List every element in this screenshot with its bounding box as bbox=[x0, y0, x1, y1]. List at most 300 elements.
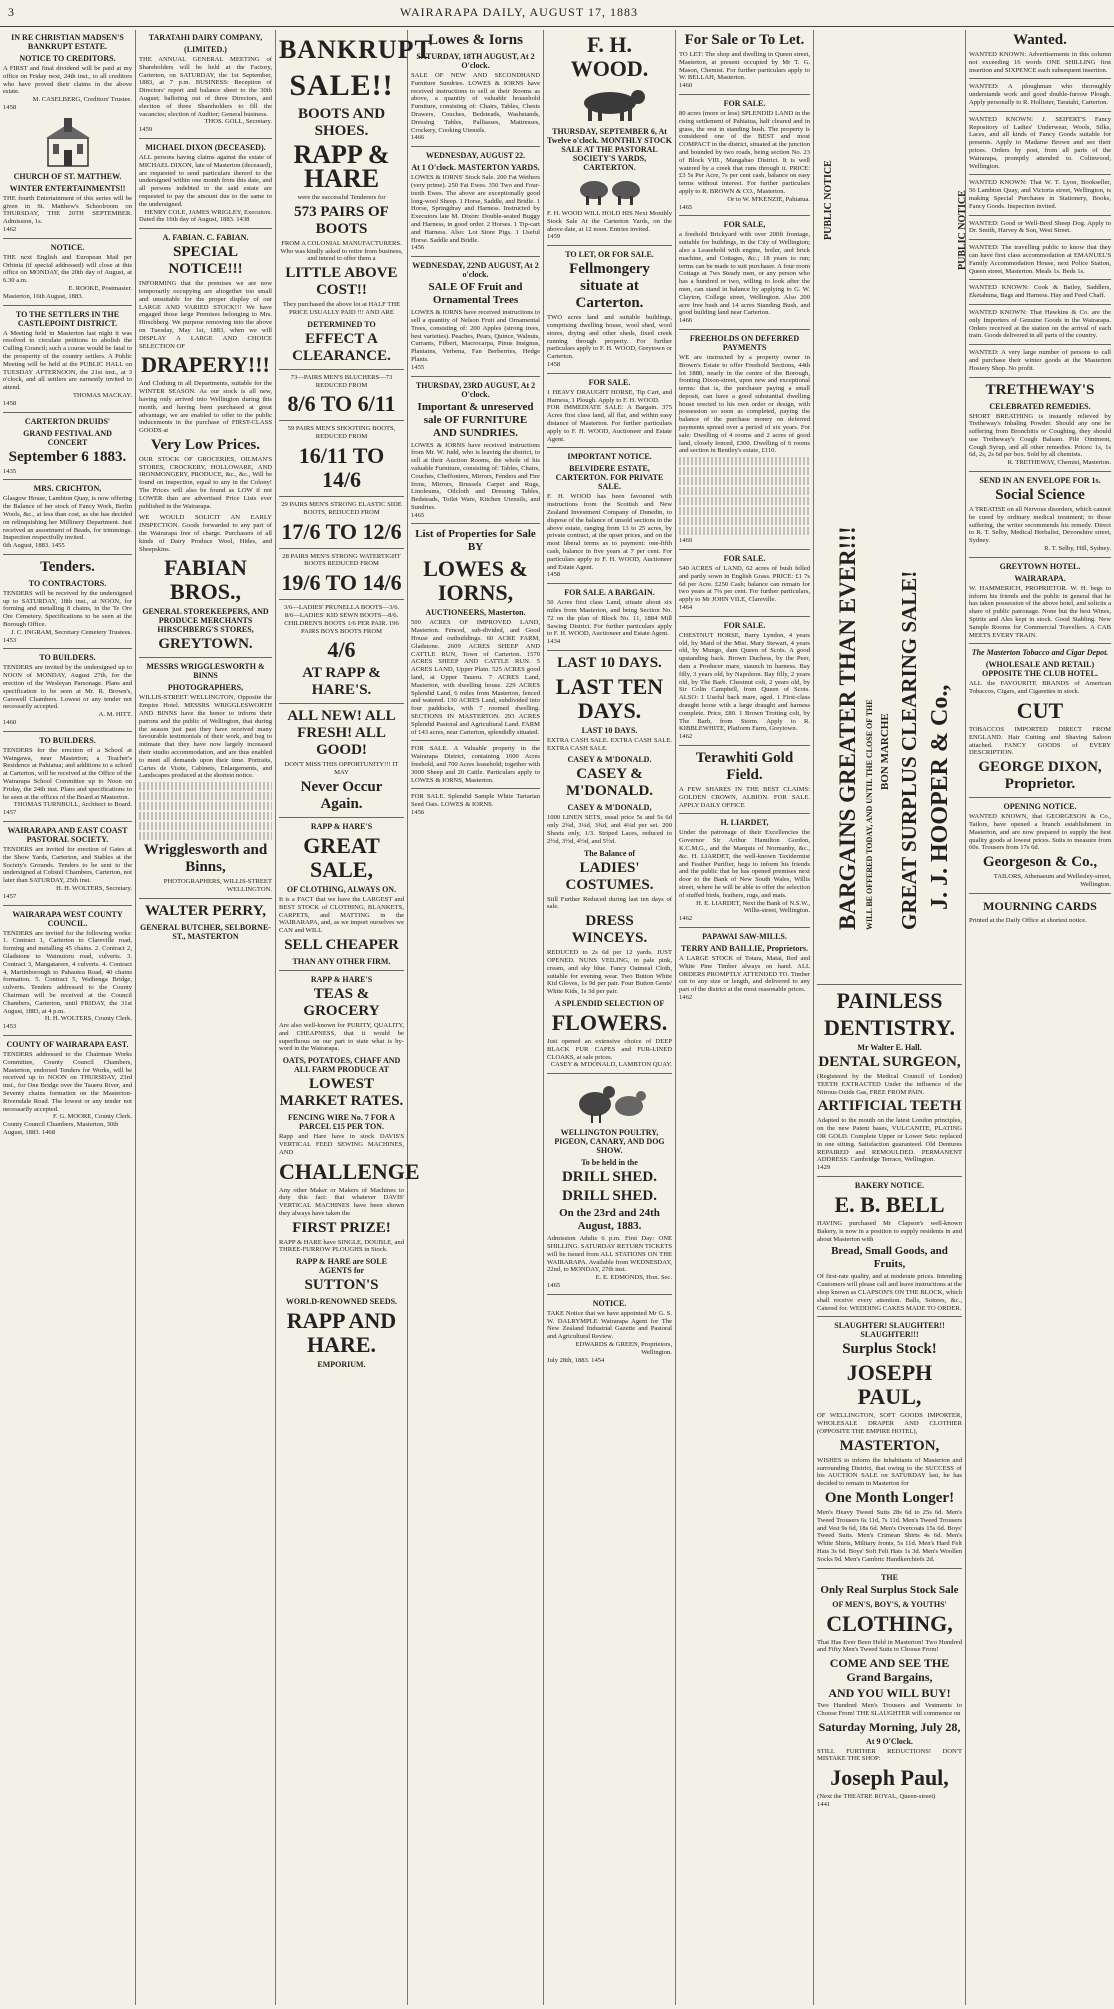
ad-heading: FOR SALE. A BARGAIN. bbox=[564, 588, 655, 598]
ad-body: EXTRA CASH SALE. EXTRA CASH SALE. EXTRA CASH SALE. bbox=[547, 736, 672, 752]
ad-body: RAPP & HARE have SINGLE, DOUBLE, and THREE-FURROW PLOUGHS in Stock. bbox=[279, 1238, 404, 1254]
ad-body: OUR STOCK OF GROCERIES, OILMAN'S STORES, CROCKERY, HOLLOWARE, AND IRONMONGERY, PRODUCE, &c., &c., Will be found on inspection, equal to any in the Colony! The Prices will also be found as LOW if not LOWER than are advertised Price Lists ever published in the Wairarapa. bbox=[139, 455, 272, 510]
ad-heading: NOTICE. bbox=[592, 1298, 627, 1308]
ad-number: County Council Chambers, Masterton, 30th August, 1883. 1468 bbox=[3, 1121, 119, 1136]
poultry-illustration bbox=[565, 1078, 655, 1124]
ad-subheading: Mr Walter E. Hall. bbox=[857, 1043, 922, 1052]
ad-subheading: (WHOLESALE AND RETAIL) OPPOSITE THE CLUB HOTEL. bbox=[982, 660, 1098, 679]
ad-headline: LITTLE ABOVE COST!! bbox=[285, 265, 398, 299]
ad-body: A LARGE STOCK of Totara, Matai, Red and White Pine Timber always on hand. ALL ORDERS PROMPTLY ATTENDED TO. Timber cut to any size or length, and delivered to any part of the district at the most reasonable prices. bbox=[679, 954, 810, 994]
ad-number: 1462 bbox=[679, 733, 693, 741]
ad-heading: H. LIARDET, bbox=[720, 818, 769, 828]
ad-number: 1459 bbox=[139, 126, 153, 134]
ad-headline: LAST 10 DAYS. bbox=[557, 654, 662, 671]
ad-number: 1462 bbox=[3, 225, 17, 233]
ad-heading: FREEHOLDS ON DEFERRED PAYMENTS bbox=[689, 333, 800, 352]
ad-headline: DRESS WINCEYS. bbox=[571, 913, 648, 947]
ad-body: TENDERS addressed to the Chairman Works Committee, County Council Chambers, Masterton, endorsed Tenders for Works, will be received up to NOON on THURSDAY, 23rd inst., for One Bridge over the Taueru River, and Seventy chains formation on the Masterton-Riversdale Road. The lowest or any tender not necessarily accepted. bbox=[3, 1050, 132, 1113]
ad-heading: FOR SALE. bbox=[723, 98, 766, 108]
sheep-illustration bbox=[570, 176, 650, 206]
ad-text: Who was kindly asked to retire from business, and intend to offer them a bbox=[280, 247, 403, 263]
ad-body: Adapted to the mouth on the latest London principles, on the new Patent bases, VULCANITE, PLATING OR GOLD. Complete Upper or Lower Sets: replaced in one sitting. Satisfaction guaranteed. Old Dentures REPAIRED and REMOULDED. PERMANENT ADDRESS: Cambridge Terrace, Wellington. bbox=[817, 1117, 962, 1164]
ad-heading: FOR SALE, bbox=[723, 220, 766, 230]
column-1 bbox=[0, 30, 136, 2005]
ad-number: 1458 bbox=[547, 360, 561, 368]
ad-heading: A. FABIAN. C. FABIAN. bbox=[162, 233, 249, 243]
ad-body: It is a FACT that we have the LARGEST and BEST STOCK of CLOTHING, BLANKETS, CARPETS, and MATTING in the WAIRARAPA, and, as we import ourselves we CAN and WILL bbox=[279, 895, 404, 935]
ad-text: WORLD-RENOWNED SEEDS. bbox=[285, 1297, 398, 1307]
ad-heading: MRS. CRICHTON, bbox=[33, 484, 102, 494]
ad-headline: TRETHEWAY'S bbox=[985, 381, 1095, 398]
ad-headline: On the 23rd and 24th August, 1883. bbox=[559, 1207, 660, 1233]
ad-signature: HENRY COLE, JAMES WRIGLEY, Executors. bbox=[144, 208, 272, 216]
ad-headline: DRILL SHED. bbox=[561, 1169, 658, 1186]
vertical-bon-marche-notice bbox=[817, 30, 968, 980]
ad-headline: AND YOU WILL BUY! bbox=[828, 1686, 951, 1701]
vertical-text: PUBLIC NOTICE bbox=[957, 190, 968, 270]
ad-heading: MICHAEL DIXON (DECEASED). bbox=[145, 142, 266, 152]
ad-subheading: WINTER ENTERTAINMENTS!! bbox=[9, 183, 126, 193]
ad-headline: DRILL SHED. bbox=[561, 1188, 658, 1205]
ad-heading: The Masterton Tobacco and Cigar Depot. bbox=[971, 648, 1109, 658]
ad-heading: PAPAWAI SAW-MILLS. bbox=[702, 931, 787, 941]
ad-signature: (Next the THEATRE ROYAL, Queen-street) bbox=[817, 1793, 936, 1801]
ad-heading: WAIRARAPA WEST COUNTY COUNCIL. bbox=[12, 909, 123, 928]
ad-headline: Fellmongery situate at Carterton. bbox=[569, 261, 650, 312]
ad-signature: F. G. MOORE, County Clerk. bbox=[53, 1113, 132, 1121]
ad-number: 1464 bbox=[679, 604, 693, 612]
ad-signature: H. H. WOLTERS, County Clerk. bbox=[44, 1015, 132, 1023]
vertical-text: WILL BE OFFERED TODAY, AND UNTIL THE CLOSE OF THE bbox=[865, 699, 874, 930]
lot-price: 16/11 TO 14/6 bbox=[298, 442, 385, 492]
ad-body: FOR SALE. Splendid Sample White Tartarian Seed Oats. LOWES & IORNS. bbox=[411, 793, 540, 809]
ad-subheading: WAIRARAPA. bbox=[1014, 573, 1066, 583]
lot-description: 73—PAIRS MEN'S BLUCHERS—73 REDUCED FROM bbox=[290, 373, 393, 389]
ad-heading: TARATAHI DAIRY COMPANY, bbox=[148, 33, 263, 42]
ad-heading: FOR SALE. bbox=[588, 377, 631, 387]
ad-headline: Lowes & Iorns bbox=[427, 32, 523, 48]
ad-number: July 28th, 1883. 1454 bbox=[547, 1356, 605, 1364]
ad-number: 1460 bbox=[3, 719, 17, 727]
ad-subheading: GENERAL BUTCHER, SELBORNE-ST., MASTERTON bbox=[140, 922, 271, 941]
masthead-title: WAIRARAPA DAILY, AUGUST 17, 1883 bbox=[400, 5, 638, 19]
wanted-item: WANTED: Good or Well-Bred Sheep Dog. Apply to Dr. Smith, Harvey & Son, West Street. bbox=[969, 219, 1111, 235]
lot-description: 3/6—LADIES' PRUNELLA BOOTS—3/6. 8/6—LADIES' KID SEWN BOOTS—8/6. CHILDREN'S BOOTS 1/6 PER PAIR. 196 PAIRS BOYS BOOTS FROM bbox=[283, 604, 400, 635]
ad-heading: FOR SALE. bbox=[723, 620, 766, 630]
ad-text: They purchased the above lot at HALF THE PRICE USUALLY PAID !!! AND ARE bbox=[282, 301, 401, 316]
ad-headline: Important & unreserved sale OF FURNITURE AND SUNDRIES. bbox=[417, 400, 534, 439]
ad-heading: WELLINGTON POULTRY, PIGEON, CANARY, AND DOG SHOW. bbox=[554, 1128, 665, 1156]
ad-number: 1465 bbox=[411, 511, 425, 519]
ad-heading: BAKERY NOTICE. bbox=[854, 1180, 925, 1190]
ad-headline: CHALLENGE bbox=[279, 1158, 420, 1184]
ad-number: 1469 bbox=[679, 537, 693, 545]
ad-headline: EFFECT A CLEARANCE. bbox=[292, 330, 391, 364]
ad-number: 1458 bbox=[3, 399, 17, 407]
ad-headline: GREAT SALE, bbox=[303, 832, 380, 882]
ad-heading: TO LET, OR FOR SALE. bbox=[565, 250, 654, 260]
ad-body: And Clothing in all Departments, suitable for the WINTER SEASON. As our stock is all new, having only arrived into Wellington during this month, and having been purchased at great advantage, we are enabled to offer to the public inducements in the purchase of FIRST-CLASS GOODS at bbox=[139, 380, 272, 435]
ad-heading: MESSRS WRIGGLESWORTH & BINNS bbox=[146, 662, 265, 681]
column-5-wood-casey bbox=[544, 30, 676, 2005]
ad-heading: WEDNESDAY, 22ND AUGUST, At 2 o'clock. bbox=[412, 261, 539, 280]
ad-body: LOWES & IORNS have received instructions from Mr. W. Judd, who is leaving the district, to sell at their Auction Rooms, the whole of his valuable Furniture, consisting of: Tables, Chairs, Couches, Cheffoniers, Mirrors, Fenders and Fire Irons, Mirrors, Brussels Carpet and Rugs, Linoleums, Oilcloth and Dressing Tables, Bedsteads, Toilet Ware, Kitchen Utensils, and Sundries. bbox=[411, 441, 540, 511]
ad-subheading: TO CONTRACTORS. bbox=[28, 578, 107, 588]
ad-signature: H. H. WOLTERS, Secretary. bbox=[56, 885, 132, 892]
ad-headline: Joseph Paul, bbox=[830, 1765, 949, 1791]
ad-headline: Georgeson & Co., bbox=[982, 854, 1098, 871]
ad-number: 1458 bbox=[547, 571, 561, 579]
ad-heading: THURSDAY, 23RD AUGUST, At 2 O'clock. bbox=[415, 380, 536, 399]
ad-body: FOR SALE. A Valuable property in the Wairarapa District, containing 1600 Acres freehold, and 700 Acres leasehold; together with 3000 Sheep and 20 Cattle. Particulars apply to LOWES & IORNS, Masterton. bbox=[411, 745, 540, 784]
ad-body: INFORMING that the premises we are now temporarily occupying are altogether too small and unsuitable for the proper display of our LARGE AND VARIED STOCK!!! We have engaged those large Premises belonging to Mrs. Hirschberg. We purpose removing into the above on Tuesday, May 1st, 1883, when we will DISPLAY A LARGE AND CHOICE SELECTION OF bbox=[139, 280, 272, 350]
ad-text: FENCING WIRE No. 7 FOR A PARCEL £15 PER TON. bbox=[288, 1113, 395, 1132]
ad-heading: COUNTY OF WAIRARAPA EAST. bbox=[6, 1039, 129, 1049]
ad-body: TOBACCOS IMPORTED DIRECT FROM ENGLAND. Hair Cutting and Shaving Saloon attached. FANCY GOODS of EVERY DESCRIPTION. bbox=[969, 726, 1111, 757]
ad-signature: A. M. HITT. bbox=[98, 711, 132, 719]
ad-body: Any other Maker or Makers of Machines to duty this fact: that whatever DAVIS' VERTICAL MACHINES have been shown they always have taken the bbox=[279, 1186, 404, 1217]
ad-signature: PHOTOGRAPHERS, WILLIS-STREET WELLINGTON. bbox=[163, 878, 272, 894]
section-heading: Tenders. bbox=[40, 558, 95, 575]
ad-body: WE WOULD SOLICIT AN EARLY INSPECTION. Goods forwarded to any part of the Wairarapa free of charge. Purchasers of all kinds of Dairy Produce Wool, Hides, and Sheepskins. bbox=[139, 514, 272, 553]
lot-description: 29 PAIRS MEN'S STRONG ELASTIC SIDE BOOTS, REDUCED FROM bbox=[281, 500, 402, 516]
ad-headline: GREYTOWN. bbox=[158, 636, 253, 653]
ad-headline: DENTAL SURGEON, bbox=[818, 1054, 961, 1070]
ad-number: 1429 bbox=[817, 1164, 831, 1172]
ad-body: Admission Adults 6 p.m. First Day: ONE SHILLING. SATURDAY RETURN TICKETS will be issued from ALL STATIONS ON THE WAIRARAPA. Available from WEDNESDAY, 22nd, to MONDAY, 27th inst. bbox=[547, 1235, 672, 1274]
ad-headline: CUT bbox=[1016, 698, 1064, 724]
wanted-item: WANTED: A ploughman who thoroughly understands work and good double-furrow Plough. Apply personally to R. Hollister, Taratahi, Carterton. bbox=[969, 83, 1111, 106]
ad-number: 1458 bbox=[3, 103, 17, 111]
ad-body: Still Further Reduced during last ten days of sale. bbox=[547, 895, 672, 911]
ad-body: (Registered by the Medical Council of London) TEETH EXTRACTED Under the influence of the Nitrous Oxide Gas, FREE FROM PAIN. bbox=[817, 1073, 962, 1096]
lot-1 bbox=[279, 425, 404, 492]
ad-signature: THOMAS TURNBULL, Architect to Board. bbox=[13, 801, 132, 809]
ad-headline: CLOTHING, bbox=[826, 1610, 953, 1636]
ad-body: Glasgow House, Lambton Quay, is now offering the Balance of her stock of Fancy Work, Berlin Wools, &c., at less than cost, as she has decided on relinquishing her Millinery Department. Just received an assortment of Beads, for trimmings. Inspection respectfully invited. bbox=[3, 495, 132, 542]
ad-body: TENDERS will be received by the undersigned up to SATURDAY, 18th inst., at NOON, for forming and metalling 8 chains, in the Te Ore Ore Cemetery. Specifications to be seen at the Borough Office. bbox=[3, 589, 132, 629]
ad-body: F. H. WOOD has been favoured with instructions from the Scottish and New Zealand Investment Company of Dunedin, to dispose of the balance of unsold sections in the above estate, ranging from 13 to 25 acres, by private contract, at the upset prices, and on the most liberal terms as to payment: one-fifth cash, balance in five years at 7 per cent. For particulars apply to F. H. WOOD, Auctioneer and Estate Agent. bbox=[547, 493, 672, 571]
ad-body: ALL persons having claims against the estate of MICHAEL DIXON, late of Masterton (deceased), are requested to send particulars thereof to the undersigned within one month from this date, and all persons indebted to the said estate are requested to pay the amount due to the same to the undersigned. bbox=[139, 153, 272, 208]
ad-number: 1460 bbox=[679, 82, 693, 90]
ad-headline: SALE OF Fruit and Ornamental Trees bbox=[428, 281, 523, 307]
ad-headline: LAST TEN DAYS. bbox=[555, 673, 664, 723]
vertical-text: BON MARCHE bbox=[879, 713, 891, 790]
ad-body: TWO acres land and suitable buildings, comprising dwelling house, wool shed, wool stores, drying and other sheds, fixed creek running through property. For further particulars apply to F. H. WOOD, Greytown or Carterton. bbox=[547, 314, 672, 361]
ad-headline: LOWES & IORNS, bbox=[423, 556, 528, 606]
ad-body: That Has Ever Been Held in Masterton! Two Hundred and Fifty Men's Tweed Suits to Choose From! bbox=[817, 1638, 962, 1654]
ad-headline: MOURNING CARDS bbox=[983, 898, 1097, 913]
ad-number: 1462 bbox=[679, 915, 693, 923]
lot-price: 4/6 bbox=[327, 637, 356, 663]
ad-subheading: LAST 10 DAYS. bbox=[581, 725, 638, 735]
ad-heading: SEND IN AN ENVELOPE FOR 1s. bbox=[979, 476, 1101, 486]
ad-number: 1465 bbox=[547, 1282, 561, 1290]
ad-number: 1456 bbox=[411, 244, 425, 252]
ad-headline: FLOWERS. bbox=[551, 1010, 668, 1036]
wanted-item: WANTED KNOWN: J. SEIFERT'S Fancy Repository of Ladies' Underwear, Wools, Silks, Laces, and all kinds of Fancy Goods suitable for presents. Apply to Madame Brown and see their prices. Orders by post, from all parts of the Wairarapa, promptly attended to. Colinwood, Wellington. bbox=[969, 115, 1111, 170]
lot-price: 8/6 TO 6/11 bbox=[287, 391, 396, 417]
vertical-text: BARGAINS GREATER THAN EVER!!! bbox=[835, 526, 860, 930]
ad-heading: IMPORTANT NOTICE. bbox=[567, 452, 652, 462]
ad-body: 540 ACRES of LAND, 62 acres of bush felled and partly sown in English Grass. PRICE: £1 7s 6d per Acre. £250 Cash; balance can remain for two years at 7¼ per cent. For further particulars, apply to Mr JOHN VILE, Clareville. bbox=[679, 565, 810, 604]
ad-body: 500 ACRES OF IMPROVED LAND, Masterton. Fenced, sub-divided, and Good House and outbuildings. 60 ACRE FARM, Gladstone. 2609 ACRES SHEEP AND CATTLE RUN, Town of Carterton. 1570 ACRES SHEEP AND CATTLE RUN. 5 ACRES LAND, Upper Plain. 525 ACRES good land, at Upper Taueru. 7 ACRES Land, Masterton, with dwelling house. 229 ACRES Splendid Land, 6 miles from Masterton, fenced and watered. 130 ACRES Land, subdivided into four paddocks, with 7 roomed dwelling. SECTIONS IN MASTERTON. 293 ACRES Splendid Pastoral and Agricultural Land. FARM of 143 acres, near Carterton, splendidly situated. bbox=[411, 619, 540, 736]
ad-body: TAKE Notice that we have appointed Mr G. S. W. DALRYMPLE Wairarapa Agent for The New Zealand Industrial Gazette and Pastoral and Agricultural Review. bbox=[547, 1309, 672, 1341]
ad-subheading: BELVIDERE ESTATE, CARTERTON. FOR PRIVATE SALE. bbox=[555, 464, 664, 492]
ad-body: SHORT BREATHING is instantly relieved by Tretheway's Inhaling Powder. Should any one be suffering from Bronchitis or Coughing, they should use Tretheway's Cough Balsam. Pile Ointment, Cough Syrup, and all other remedies. Prices: 1s, 1s 6d, 2s, 2s 6d per box. Sold by all chemists. bbox=[969, 412, 1111, 459]
column-7-bon-marche-paul bbox=[814, 30, 966, 2005]
ad-headline: DRAPERY!!! bbox=[141, 352, 270, 378]
ad-signature: E. ROOKE, Postmaster. bbox=[68, 284, 132, 292]
ad-heading: CASEY & M'DONALD, bbox=[567, 803, 652, 813]
ad-heading: NOTICE. bbox=[50, 242, 85, 252]
ad-body: WANTED KNOWN: Advertisements in this column not exceeding 16 words ONE SHILLING first insertion and SIXPENCE each subsequent insertion. bbox=[969, 51, 1111, 74]
ad-body: HAVING purchased Mr Clapson's well-known Bakery, is now in a position to supply residents in and about Masterton with bbox=[817, 1219, 962, 1243]
ad-date: September 6 1883. bbox=[8, 448, 127, 465]
ad-headline: F. H. WOOD. bbox=[570, 32, 649, 81]
ad-signature: R. TRETHEWAY, Chemist, Masterton. bbox=[1007, 459, 1111, 467]
ad-heading: TO BUILDERS. bbox=[39, 653, 96, 663]
vertical-text: GREAT SURPLUS CLEARING SALE! bbox=[897, 570, 921, 930]
ad-body: WE are instructed by a property owner in Brown's Estate to offer Freehold Sections, 44th lot 1880, nearly in the centre of the Borough, fronting Dixon-street, upon new and exceptional terms: that is, the purchaser paying a small deposit, can have a good substantial dwelling house erected to his own order or design, with possession so soon as completed, paying the balance of the purchase money on deferred payments spread over a period of six years. For sale: Dwelling of 4 rooms and 2 acres of good land, closely fenced, £300. Dwelling of 6 rooms and section in Bentley's estate, £110. bbox=[679, 353, 810, 455]
lot-price: 19/6 TO 14/6 bbox=[281, 570, 402, 596]
ad-heading: SLAUGHTER! SLAUGHTER!! SLAUGHTER!!! bbox=[834, 1321, 945, 1340]
bull-illustration bbox=[570, 85, 650, 123]
ad-body: Men's Heavy Tweed Suits 28s 6d to 25s 6d. Men's Tweed Trousers 6s 11d, 7s 11d. Men's Tweed Trousers and Vest 9s 6d, 18s 6d. Men's Overcoats 15s 6d. Boys' Tweed Suits. Men's Crimean Shirts 4s 6d. Men's White Shirts, Military fronts, 5s 11d. Men's Hard Felt Hats 3s 6d. Boys' Soft Felt Hats 1s 3d. Men's Woollen Socks 9d. Men's Cambric Handkerchiefs 2d. bbox=[817, 1508, 962, 1563]
ad-number: 1441 bbox=[817, 1801, 831, 1809]
ad-body: W. HAMMERICH, PROPRIETOR. W. H. begs to inform his friends and the public in general that he has taken possession of the above hotel, and solicits a share of public patronage. None but the best Wines, Spirits and Ales kept in stock. Good Stabling. New Sample Rooms for Commercial Travellers. A CAB MEETS EVERY TRAIN. bbox=[969, 584, 1111, 639]
ad-signature: Or to W. M'KENZIE, Pahiatua. bbox=[727, 195, 810, 203]
ad-heading: CHURCH OF ST. MATTHEW. bbox=[13, 171, 122, 181]
ad-headline: ALL NEW! ALL FRESH! ALL GOOD! bbox=[287, 708, 396, 759]
ad-headline: E. B. BELL bbox=[834, 1191, 945, 1217]
ad-headline: WALTER PERRY, bbox=[145, 902, 266, 919]
ad-number: 1457 bbox=[3, 892, 17, 900]
ad-body: THE next English and European Mail per Orbinia (if special addressed) will close at this office on MONDAY, the 20th day of August, at 6.30 a.m. bbox=[3, 253, 132, 285]
ad-headline: Never Occur Again. bbox=[300, 778, 383, 812]
ad-headline: BANKRUPT bbox=[279, 35, 433, 64]
ad-body: LOWES & IORNS' Stock Sale. 200 Fat Wethers (very prime). 250 Fat Ewes. 350 Two and Four-tooth Ewes. The above are exceptionally good long-wool Sheep. 1 Horse, Saddle, and Bridle. 1 Horse, Springdray and Harness. Instructed by Executors late M. Dixon: Double-seated Buggy and Harness, in good order. 2 Horses. 1 Tip-cart and Harness. Also: Lot Store Pigs. 1 Useful Horse. Saddle and Bridle. bbox=[411, 174, 540, 244]
ad-subheading: PHOTOGRAPHERS, bbox=[167, 683, 244, 693]
ad-heading: THE bbox=[881, 1572, 898, 1582]
ad-heading: CASEY & M'DONALD. bbox=[567, 755, 652, 765]
ad-headline: JOSEPH PAUL, bbox=[846, 1360, 933, 1410]
ad-body: Under the patronage of their Excellencies the Governor Sir Arthur Hamilton Gordon, K.C.M.G., and the Marquis of Normanby, &c., &c. H. LIARDET, the well-known Taxidermist and Feather Purifier, begs to inform his friends and the public that he has opened premises next door to the Bank of New South Wales, Willis street, where he will be able to offer the selection of stuffed birds, feathers, rugs, and mats. bbox=[679, 829, 810, 899]
ad-body: 1 HEAVY DRAUGHT HORSE, Tip Cart, and Harness, 1 Plough. Apply to F. H. WOOD. bbox=[547, 388, 672, 404]
ad-signature: R. T. Selby, Hill, Sydney. bbox=[1044, 545, 1111, 553]
ad-number: 1466 bbox=[679, 317, 693, 325]
ad-body: TENDERS are invited for erection of Gates at the Show Yards, Carterton, and Stables at the Society's Grounds. Tenders to be sent to the undersigned at Cobstel Chambers, Carterton, not later than SATURDAY, 25th inst. bbox=[3, 846, 132, 885]
ad-headline: DENTISTRY. bbox=[823, 1015, 956, 1040]
lot-description: 28 PAIRS MEN'S STRONG WATERTIGHT BOOTS REDUCED FROM bbox=[282, 552, 401, 568]
ad-subheading: NOTICE TO CREDITORS. bbox=[19, 54, 116, 63]
ad-signature: J. C. INGRAM, Secretary Cemetery Trustees. bbox=[10, 628, 132, 636]
ad-body: A Meeting held in Masterton last night it was resolved to circulate petitions to abolish the Culling Council; such a course would be fatal to the prosperity of the country settlers. A Public Meeting will be held at the PUBLIC HALL on TUESDAY AFTERNOON, the 21st inst., at 3 o'clock, and all settlers are earnestly invited to attend. bbox=[3, 329, 132, 392]
church-illustration bbox=[38, 116, 98, 168]
ad-body: A FEW SHARES IN THE BEST CLAIMS: GOLDEN CROWN, ALBION. FOR SALE. APPLY DAILY OFFICE bbox=[679, 786, 810, 809]
lot-3 bbox=[279, 553, 404, 596]
ad-subheading: CELEBRATED REMEDIES. bbox=[989, 401, 1091, 411]
ad-body: OF WELLINGTON, SOFT GOODS IMPORTER, WHOLESALE DRAPER AND CLOTHIER (OPPOSITE THE EMPIRE HOTEL), bbox=[817, 1412, 962, 1435]
lot-0 bbox=[279, 374, 404, 417]
lot-price: 17/6 TO 12/6 bbox=[281, 518, 402, 544]
ad-signature: CASEY & M'DONALD, LAMBTON QUAY. bbox=[550, 1061, 672, 1069]
ad-heading: WEDNESDAY, AUGUST 22. bbox=[425, 151, 526, 161]
ad-headline: SALE!! bbox=[289, 69, 394, 102]
ad-text: RAPP & HARE'S bbox=[310, 821, 373, 831]
ad-signature: M. CASELBERG, Creditors' Trustee. bbox=[32, 96, 132, 104]
ad-text: THAN ANY OTHER FIRM. bbox=[292, 956, 391, 966]
lot-2 bbox=[279, 501, 404, 544]
ad-headline: Social Science bbox=[995, 487, 1085, 504]
ad-number: 1465 bbox=[679, 203, 693, 211]
ad-headline: One Month Longer! bbox=[824, 1489, 955, 1506]
ad-subheading: GRAND FESTIVAL AND CONCERT bbox=[23, 428, 112, 447]
ad-number: 1435 bbox=[3, 467, 17, 475]
ad-headline: MASTERTON, bbox=[839, 1437, 940, 1454]
ad-number: 1457 bbox=[3, 809, 17, 817]
ad-heading: FOR SALE. bbox=[723, 554, 766, 564]
ad-headline: FIRST PRIZE! bbox=[292, 1219, 391, 1236]
page-number: 3 bbox=[8, 5, 15, 19]
ad-body: A FIRST and final dividend will be paid at my office on Friday next, 24th inst., to all creditors who have proved their claims in the above estate. bbox=[3, 65, 132, 96]
ad-subheading: At 9 O'Clock. bbox=[866, 1736, 913, 1746]
ad-body: TENDERS for the erection of a School at Waingawa, near Masterton; a Teacher's Residence at Pahiatua; and additions to a school at Carterton, will be received at the Office of the Wairarapa School Committee up to Noon on Friday, the 24th inst. Plans and specifications to be seen at the offices of the Board at Masterton. bbox=[3, 746, 132, 801]
firm-name: RAPP & HARE bbox=[293, 140, 390, 193]
ad-number: 1459 bbox=[547, 233, 561, 241]
ad-number: 1453 bbox=[3, 1023, 17, 1031]
ad-headline: Saturday Morning, July 28, bbox=[818, 1719, 961, 1734]
ad-subheading: A SPLENDID SELECTION OF bbox=[554, 999, 665, 1009]
ad-body: SALE OF NEW AND SECONDHAND Furniture Sundries. LOWES & IORNS have received instructions to sell at their Rooms as above, a quantity of valuable household Furniture, consisting of: Chairs, Tables, Chests Drawers, Couches, Bedsteads, Washstands, Dressing Tables, Palliasses, Mattresses, Crockery, Cooking Utensils. bbox=[411, 72, 540, 134]
lot-4 bbox=[279, 604, 404, 662]
ad-subheading: SATURDAY, 18TH AUGUST, At 2 O'clock. bbox=[416, 52, 535, 70]
ad-body: THE ANNUAL GENERAL MEETING of Shareholders will be held at the Factory, Carterton, on SATURDAY, the 1st September, 1883, at 7 p.m. BUSINESS: Reception of Directors' report and balance sheet to the 30th August; balloting out of three Directors, and election of three Shareholders to fill the vacancies; election of Auditor; General business. bbox=[139, 56, 272, 118]
ad-headline: PAINLESS bbox=[836, 988, 943, 1013]
ad-body: Two Hundred Men's Trousers and Vestments to Choose From! THE SLAUGHTER will commence on bbox=[817, 1702, 962, 1717]
ad-text: DON'T MISS THIS OPPORTUNITY!!! IT MAY bbox=[284, 761, 399, 777]
column-4-lowes-iorns bbox=[408, 30, 544, 2005]
ad-body: THE fourth Entertainment of this series will be given in St. Matthew's Schoolroom on THURSDAY, THE 20TH SEPTEMBER. Admission, 1s. bbox=[3, 194, 132, 226]
ad-body: STILL FURTHER REDUCTIONS! DON'T MISTAKE THE SHOP: bbox=[817, 1747, 962, 1763]
ad-signature: THOS. GOLL, Secretary. bbox=[204, 118, 272, 126]
vertical-text: J. J. HOOPER & Co., bbox=[927, 684, 953, 910]
ad-text: RAPP & HARE are SOLE AGENTS for bbox=[296, 1257, 387, 1276]
ad-body: F. H. WOOD WILL HOLD HIS Next Monthly Stock Sale At the Carterton Yards, on the above date, at 12 noon. Entries invited. bbox=[547, 210, 672, 233]
ad-signature: GEORGE DIXON, Proprietor. bbox=[978, 759, 1102, 793]
ad-subheading: TERRY AND BAILLIE, Proprietors. bbox=[680, 943, 809, 953]
ad-number: 1466 bbox=[411, 134, 425, 142]
ad-body: Of first-rate quality, and at moderate prices. Intending Customers will please call and leave instructions at the shop known as CLAPSON'S ON THE BLOCK, which shall receive every attention. Balls, Soirees, &c., Catered for. WEDDING CAKES MADE TO ORDER. bbox=[817, 1273, 962, 1312]
ad-text: were the successful Tenderers for bbox=[297, 194, 386, 201]
wanted-item: WANTED KNOWN: Cook & Bailey, Saddlers, Eketahuna, Bags and Harness. Hay and Feed Chaff. bbox=[969, 284, 1111, 300]
ad-subheading: At 1 O'clock. MASTERTON YARDS. bbox=[411, 163, 540, 173]
wanted-item: WANTED KNOWN: That Hawkins & Co. are the only Importers of Genuine Goods in the Wairarapa. Orders received at the station on the arrival of each train. Goods delivered in all parts of the country. bbox=[969, 308, 1111, 340]
column-6-property bbox=[676, 30, 814, 2005]
ad-headline: LOWEST MARKET RATES. bbox=[279, 1076, 404, 1110]
ad-number: 1462 bbox=[679, 993, 693, 1001]
vertical-text-group bbox=[821, 30, 968, 1000]
ad-headline: Terawhiti Gold Field. bbox=[695, 750, 794, 783]
ad-subheading: OF MEN'S, BOY'S, & YOUTHS' bbox=[832, 1599, 947, 1609]
ad-headline: TEAS & GROCERY bbox=[303, 985, 380, 1019]
ad-text: To be held in the bbox=[581, 1158, 638, 1168]
ad-headline: 573 PAIRS OF BOOTS bbox=[294, 203, 389, 237]
ad-text: DETERMINED TO bbox=[307, 319, 376, 329]
ad-number: 6th August, 1883. 1455 bbox=[3, 542, 65, 550]
ad-body: TENDERS are invited for the following works: 1. Contract 1, Carterton to Clareville road, forming and metalling 45 chains. 2. Contract 2, Gladstone to Wainuioru road, culverts. 3. Contract 3, Mangatarere, 4 culverts. 4. Contract 4, Martinborough to Pahautea Road, 40 chains formation. 5. Contract 5, Waihenga Bridge, culverts. Tenders addressed to the County Chairman will be received at the Council Chambers, Carterton, until FRIDAY, the 31st August, 1883, at 4 p.m. bbox=[3, 929, 132, 1015]
ad-number: 1434 bbox=[547, 638, 561, 646]
ad-subheading: BOOTS AND SHOES. bbox=[297, 106, 386, 139]
vertical-text: PUBLIC NOTICE bbox=[823, 160, 834, 240]
ad-text: OF CLOTHING, ALWAYS ON. bbox=[286, 884, 397, 894]
section-heading: Wanted. bbox=[1013, 32, 1067, 48]
ad-heading: List of Properties for Sale BY bbox=[415, 528, 536, 554]
ad-signature: THOMAS MACKAY. bbox=[73, 391, 132, 399]
ad-body: TENDERS are invited by the undersigned up to NOON of MONDAY, August 27th, for the erection of the Wesleyan Parsonage. Plans and specification to be seen at Mr. R. Brown's, Carswell Chambers. Lowest or any tender not necessarily accepted. bbox=[3, 664, 132, 711]
ad-body: Printed at the Daily Office at shortest notice. bbox=[969, 916, 1087, 924]
ad-number: Dated the 16th day of August, 1883. 1438 bbox=[139, 216, 250, 224]
ad-headline: RAPP AND HARE. bbox=[286, 1308, 397, 1358]
ad-body: FOR IMMEDIATE SALE: A Bargain. 375 Acres first class land, all flat, and within easy distance of Masterton. For further particulars apply to F. H. WOOD, Auctioneer and Estate Agent. bbox=[547, 404, 672, 443]
ad-body: A TREATISE on all Nervous disorders, which cannot be cured by ordinary medical treatment; to those suffering, the writer recommends his remedy. Direct to R. T. Selby, Medical Herbalist, Devonshire street, Sydney. bbox=[969, 506, 1111, 545]
ad-body: ALL the FAVOURITE BRANDS of American Tobaccos, Cigars, and Cigarettes in stock. bbox=[969, 680, 1111, 696]
ad-text: OATS, POTATOES, CHAFF AND ALL FARM PRODUCE AT bbox=[282, 1056, 401, 1075]
ad-headline: ARTIFICIAL TEETH bbox=[817, 1098, 962, 1115]
ad-body: 50 Acres first class Land, situate about six miles from Masterton, and being Section No. 72 on the plan of Block No. 11, 1884 Mill Sawing District. For further particulars apply to F. H. WOOD, Auctioneer and Estate Agent. bbox=[547, 599, 672, 638]
ad-body: REDUCED to 2s 6d per 12 yards. JUST OPENED. NUNS VEILING, in pale pink, cream, and sky blue. Fancy Oatmeal Cloth, suitable for evening wear. Two Button White Kid Gloves, 1s 9d per pair. Four Button Gents' White Kids, 1s 3d per pair. bbox=[547, 949, 672, 996]
ad-subheading: AUCTIONEERS, Masterton. bbox=[425, 608, 526, 618]
ad-text: FROM A COLONIAL MANUFACTURERS. bbox=[281, 239, 402, 247]
ad-body: 80 acres (more or less) SPLENDID LAND in the rising settlement of Pahiatua, half cleared and in grass, the rest in standing bush. The property is considered one of the BEST and most COMPACT in the district, situated at the junction and bounded by two roads, being section No. 23 of Block VIII., Mangahao District. It is well watered by a creek that runs through it. PRICE: £3 5s Per Acre, 7s per cent cash, balance on easy terms without interest. For further particulars apply to R. BROWN & CO., Masterton. bbox=[679, 109, 810, 195]
ad-body: Are also well-known for PURITY, QUALITY, and CHEAPNESS, that it would be superfluous on our part to state what is by-word in the Wairarapa. bbox=[279, 1021, 404, 1053]
ad-heading: GREYTOWN HOTEL. bbox=[999, 561, 1081, 571]
ad-subheading: (LIMITED.) bbox=[184, 45, 227, 54]
column-2 bbox=[136, 30, 276, 2005]
ad-headline: SUTTON'S bbox=[304, 1277, 379, 1294]
ad-signature: TAILORS, Athenaeum and Wellesley-street, Wellington. bbox=[993, 873, 1111, 888]
ad-heading: TO THE SETTLERS IN THE CASTLEPOINT DISTRICT. bbox=[15, 309, 120, 328]
ad-signature: EDWARDS & GREEN, Proprietors, Wellington. bbox=[575, 1341, 672, 1356]
ad-subheading: GENERAL STOREKEEPERS, AND PRODUCE MERCHANTS HIRSCHBERG'S STORES, bbox=[142, 607, 269, 635]
wanted-item: WANTED: The travelling public to know that they can have first class accommodation at EMANUEL'S Family Accommodation House, next Police Station, Queen street, Masterton. Meals 1s. Beds 1s. bbox=[969, 244, 1111, 275]
masthead bbox=[0, 0, 1114, 27]
ad-body: WISHES to inform the inhabitants of Masterton and surrounding District, that owing to the SUCCESS of his AUCTION SALE on SATURDAY last, he has decided to remain in Masterton for bbox=[817, 1456, 962, 1488]
wanted-item: WANTED KNOWN: That W. T. Lyon, Bookseller, 56 Lambton Quay, and Victoria street, Wellington, is making Special Purchases in Stationery, Books, Fancy Goods. Inspection invited. bbox=[969, 179, 1111, 210]
ad-heading: OPENING NOTICE. bbox=[1003, 802, 1077, 812]
ad-body: Just opened an extensive choice of DEEP BLACK FUR CAPES and FUR-LINED CLOAKS, at sale prices. bbox=[547, 1038, 672, 1061]
ad-headline: FABIAN BROS., bbox=[164, 555, 247, 605]
ad-body: WANTED KNOWN, that GEORGESON & Co., Tailors, have opened a branch establishment in Masterton, and are now prepared to supply the best quality goods at lowest prices. Suits to measure from 60s. Trousers from 17s 6d. bbox=[969, 813, 1111, 852]
ad-body: 1000 LINEN SETS, usual price 5s and 5s 6d only 2¾d, 3¼d, 3¾d, and 4¼d per set. 200 Sheets only, 1/3. Striped Laces, reduced to 2½d, 3½d, 4½d, and 5½d. bbox=[547, 814, 672, 845]
column-8-wanted bbox=[966, 30, 1114, 2005]
ad-headline: LADIES' COSTUMES. bbox=[565, 859, 654, 893]
ad-headline: COME AND SEE THE Grand Bargains, bbox=[829, 1656, 950, 1685]
ad-headline: Only Real Surplus Stock Sale bbox=[820, 1583, 959, 1596]
ad-body: LOWES & IORNS have received instructions to sell a quantity of Nelson Fruit and Ornamental Trees, consisting of: 200 Apples (strong trees, best varieties). Peaches, Pears, Quince, Walnuts, Currants, Filbert, Macrocarpa, Pinus Insignus, Plantains, Verbena, Fan Berberries, Hedge Plants. bbox=[411, 309, 540, 363]
ad-number: 1456 bbox=[411, 809, 425, 817]
ad-number: 1453 bbox=[3, 636, 17, 644]
ad-heading: WAIRARAPA AND EAST COAST PASTORAL SOCIETY. bbox=[7, 826, 128, 845]
ad-signature: E. E. EDMONDS, Hon. Sec. bbox=[595, 1274, 672, 1282]
lot-description: 59 PAIRS MEN'S SHOOTING BOOTS, REDUCED FROM bbox=[287, 425, 396, 441]
ad-headline: For Sale or To Let. bbox=[684, 32, 805, 48]
ad-subheading: THURSDAY, SEPTEMBER 6, At Twelve o'clock. MONTHLY STOCK SALE AT THE PASTORAL SOCIETY'S YARDS, CARTERTON. bbox=[547, 127, 672, 172]
ad-heading: CARTERTON DRUIDS' bbox=[24, 416, 111, 426]
ad-number: 1455 bbox=[411, 363, 425, 371]
ad-headline: Surplus Stock! bbox=[842, 1341, 937, 1358]
ad-headline: SELL CHEAPER bbox=[284, 936, 399, 953]
